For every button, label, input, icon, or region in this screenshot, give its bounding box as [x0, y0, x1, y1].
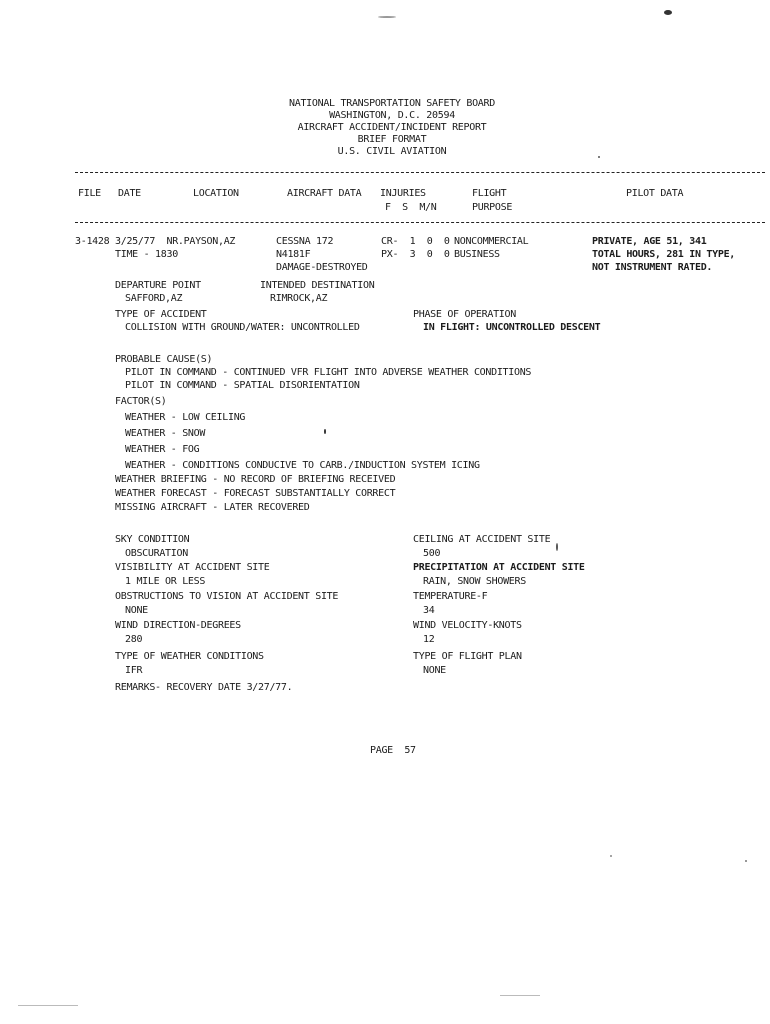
pilot-line-3: NOT INSTRUMENT RATED.	[592, 262, 713, 273]
cause-item: PILOT IN COMMAND - SPATIAL DISORIENTATION	[125, 380, 360, 391]
col-aircraft: AIRCRAFT DATA	[287, 188, 362, 199]
pilot-line-1: PRIVATE, AGE 51, 341	[592, 236, 707, 247]
factor-forecast: WEATHER FORECAST - FORECAST SUBSTANTIALLY CORRECT	[115, 488, 396, 499]
visibility-value: 1 MILE OR LESS	[125, 576, 206, 587]
header-report-title: AIRCRAFT ACCIDENT/INCIDENT REPORT	[297, 122, 487, 133]
scan-speck	[324, 429, 326, 434]
col-injuries-sub: F S M/N	[385, 202, 437, 213]
weather-type-label: TYPE OF WEATHER CONDITIONS	[115, 651, 264, 662]
weather-type-value: IFR	[125, 665, 143, 676]
sky-label: SKY CONDITION	[115, 534, 190, 545]
col-injuries: INJURIES	[380, 188, 426, 199]
scan-speck	[664, 10, 672, 15]
destination-label: INTENDED DESTINATION	[260, 280, 375, 291]
flight-plan-label: TYPE OF FLIGHT PLAN	[413, 651, 522, 662]
accident-type-value: COLLISION WITH GROUND/WATER: UNCONTROLLED	[125, 322, 360, 333]
accident-type-label: TYPE OF ACCIDENT	[115, 309, 207, 320]
purpose-2: BUSINESS	[454, 249, 500, 260]
factor-missing-aircraft: MISSING AIRCRAFT - LATER RECOVERED	[115, 502, 310, 513]
purpose-1: NONCOMMERCIAL	[454, 236, 529, 247]
departure-value: SAFFORD,AZ	[125, 293, 183, 304]
phase-label: PHASE OF OPERATION	[413, 309, 516, 320]
precip-value: RAIN, SNOW SHOWERS	[423, 576, 526, 587]
phase-value: IN FLIGHT: UNCONTROLLED DESCENT	[423, 322, 601, 333]
remarks: REMARKS- RECOVERY DATE 3/27/77.	[115, 682, 293, 693]
obstructions-value: NONE	[125, 605, 148, 616]
col-flight: FLIGHT	[472, 188, 507, 199]
factor-item: WEATHER - LOW CEILING	[125, 412, 246, 423]
wind-velocity-label: WIND VELOCITY-KNOTS	[413, 620, 522, 631]
time: TIME - 1830	[115, 249, 178, 260]
aircraft-registration: N4181F	[276, 249, 311, 260]
precip-label: PRECIPITATION AT ACCIDENT SITE	[413, 562, 585, 573]
col-flight-sub: PURPOSE	[472, 202, 513, 213]
ceiling-label: CEILING AT ACCIDENT SITE	[413, 534, 551, 545]
temperature-value: 34	[423, 605, 435, 616]
col-date: DATE	[118, 188, 141, 199]
destination-value: RIMROCK,AZ	[270, 293, 328, 304]
file-number: 3-1428	[75, 236, 110, 247]
wind-direction-label: WIND DIRECTION-DEGREES	[115, 620, 241, 631]
date-location: 3/25/77 NR.PAYSON,AZ	[115, 236, 236, 247]
scan-speck	[378, 16, 396, 18]
departure-label: DEPARTURE POINT	[115, 280, 201, 291]
top-rule	[75, 172, 765, 173]
flight-plan-value: NONE	[423, 665, 446, 676]
injuries-crew: CR- 1 0 0	[381, 236, 450, 247]
header-city: WASHINGTON, D.C. 20594	[329, 110, 455, 121]
visibility-label: VISIBILITY AT ACCIDENT SITE	[115, 562, 270, 573]
scan-speck	[745, 860, 747, 862]
cause-item: PILOT IN COMMAND - CONTINUED VFR FLIGHT INTO ADVERSE WEATHER CONDITIONS	[125, 367, 532, 378]
col-file: FILE	[78, 188, 101, 199]
factor-item: WEATHER - CONDITIONS CONDUCIVE TO CARB./INDUCTION SYSTEM ICING	[125, 460, 480, 471]
ceiling-value: 500	[423, 548, 441, 559]
temperature-label: TEMPERATURE-F	[413, 591, 488, 602]
factor-briefing: WEATHER BRIEFING - NO RECORD OF BRIEFING RECEIVED	[115, 474, 396, 485]
pilot-line-2: TOTAL HOURS, 281 IN TYPE,	[592, 249, 736, 260]
aircraft-damage: DAMAGE-DESTROYED	[276, 262, 368, 273]
scan-speck	[18, 1005, 78, 1006]
header-category: U.S. CIVIL AVIATION	[337, 146, 447, 157]
aircraft-type: CESSNA 172	[276, 236, 334, 247]
header-rule	[75, 222, 765, 223]
factor-item: WEATHER - FOG	[125, 444, 200, 455]
header-format: BRIEF FORMAT	[357, 134, 427, 145]
sky-value: OBSCURATION	[125, 548, 188, 559]
page-number: PAGE 57	[370, 745, 416, 756]
header-agency: NATIONAL TRANSPORTATION SAFETY BOARD	[289, 98, 495, 109]
scan-speck	[556, 543, 558, 551]
obstructions-label: OBSTRUCTIONS TO VISION AT ACCIDENT SITE	[115, 591, 339, 602]
wind-direction-value: 280	[125, 634, 143, 645]
col-pilot: PILOT DATA	[626, 188, 684, 199]
factor-item: WEATHER - SNOW	[125, 428, 206, 439]
scan-speck	[500, 995, 540, 996]
injuries-passengers: PX- 3 0 0	[381, 249, 450, 260]
scan-speck	[610, 855, 612, 857]
causes-label: PROBABLE CAUSE(S)	[115, 354, 213, 365]
wind-velocity-value: 12	[423, 634, 435, 645]
col-location: LOCATION	[193, 188, 239, 199]
factors-label: FACTOR(S)	[115, 396, 167, 407]
scan-speck	[598, 156, 600, 158]
